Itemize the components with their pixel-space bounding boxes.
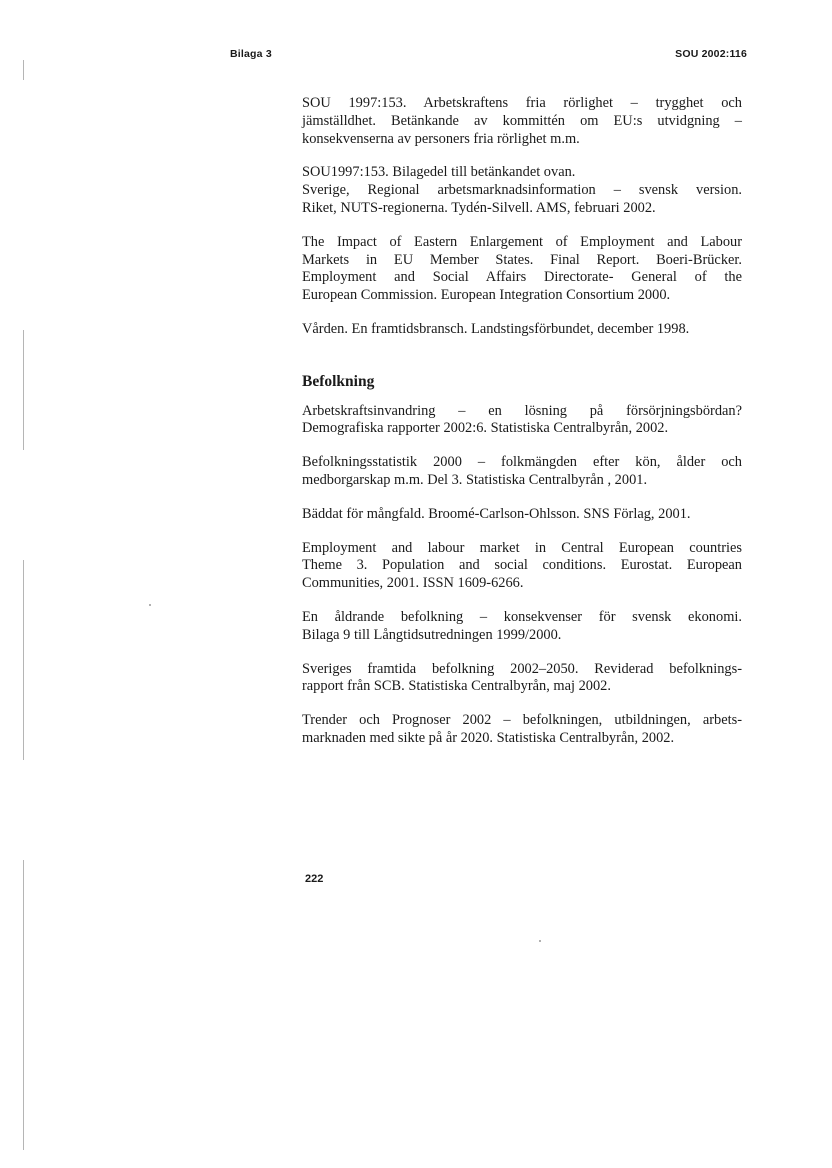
page-number: 222 <box>305 873 324 885</box>
reference-line: Theme 3. Population and social conditions. Eurostat. European <box>302 557 742 574</box>
reference-entry <box>302 540 742 593</box>
reference-line: En åldrande befolkning – konsekvenser för svensk ekonomi. <box>302 608 742 625</box>
reference-line: Vården. En framtidsbransch. Landstingsförbundet, december 1998. <box>302 320 690 337</box>
reference-line: Sverige, Regional arbetsmarknadsinformation – svensk version. <box>302 182 742 199</box>
reference-line: Employment and Social Affairs Directorate- General of the <box>302 269 742 286</box>
reference-entry <box>302 712 742 748</box>
reference-entry <box>302 95 742 148</box>
scan-artifact <box>23 330 24 450</box>
reference-line: Befolkningsstatistik 2000 – folkmängden efter kön, ålder och <box>302 454 742 471</box>
reference-entry <box>302 506 742 524</box>
reference-line: The Impact of Eastern Enlargement of Employment and Labour <box>302 233 742 250</box>
reference-line: Trender och Prognoser 2002 – befolkningen, utbildningen, arbets- <box>302 712 742 729</box>
reference-line: SOU1997:153. Bilagedel till betänkandet ovan. <box>302 164 576 181</box>
scan-artifact <box>23 60 24 80</box>
header-report-number: SOU 2002:116 <box>675 48 747 60</box>
reference-line: Riket, NUTS-regionerna. Tydén-Silvell. AMS, februari 2002. <box>302 199 656 216</box>
reference-line: Communities, 2001. ISSN 1609-6266. <box>302 575 524 592</box>
reference-line: jämställdhet. Betänkande av kommittén om EU:s utvidgning – <box>302 112 742 129</box>
reference-entry <box>302 454 742 490</box>
reference-entry <box>302 661 742 697</box>
reference-line: European Commission. European Integration Consortium 2000. <box>302 287 671 304</box>
scan-artifact <box>23 860 24 1150</box>
reference-line: Demografiska rapporter 2002:6. Statistiska Centralbyrån, 2002. <box>302 420 669 437</box>
reference-entry <box>302 234 742 305</box>
reference-line: Sveriges framtida befolkning 2002–2050. Reviderad befolknings- <box>302 660 742 677</box>
header-appendix-label: Bilaga 3 <box>230 48 272 60</box>
scan-artifact <box>149 604 151 606</box>
reference-line: konsekvenserna av personers fria rörlighet m.m. <box>302 130 580 147</box>
reference-line: Bäddat för mångfald. Broomé-Carlson-Ohlsson. SNS Förlag, 2001. <box>302 505 691 522</box>
reference-entry <box>302 609 742 645</box>
reference-line: SOU 1997:153. Arbetskraftens fria rörlighet – trygghet och <box>302 95 742 111</box>
reference-line: medborgarskap m.m. Del 3. Statistiska Centralbyrån , 2001. <box>302 471 648 488</box>
reference-line: Markets in EU Member States. Final Report. Boeri-Brücker. <box>302 251 742 268</box>
bibliography <box>302 95 742 764</box>
reference-line: Employment and labour market in Central European countries <box>302 539 742 556</box>
reference-line: Arbetskraftsinvandring – en lösning på försörjningsbördan? <box>302 402 742 419</box>
reference-line: marknaden med sikte på år 2020. Statistiska Centralbyrån, 2002. <box>302 729 675 746</box>
scan-artifact <box>539 940 541 942</box>
scan-artifact <box>23 560 24 760</box>
reference-line: Bilaga 9 till Långtidsutredningen 1999/2000. <box>302 626 562 643</box>
reference-entry <box>302 403 742 439</box>
reference-entry <box>302 321 742 339</box>
section-heading: Befolkning <box>302 372 375 390</box>
reference-line: rapport från SCB. Statistiska Centralbyrån, maj 2002. <box>302 678 611 695</box>
reference-entry <box>302 164 742 217</box>
